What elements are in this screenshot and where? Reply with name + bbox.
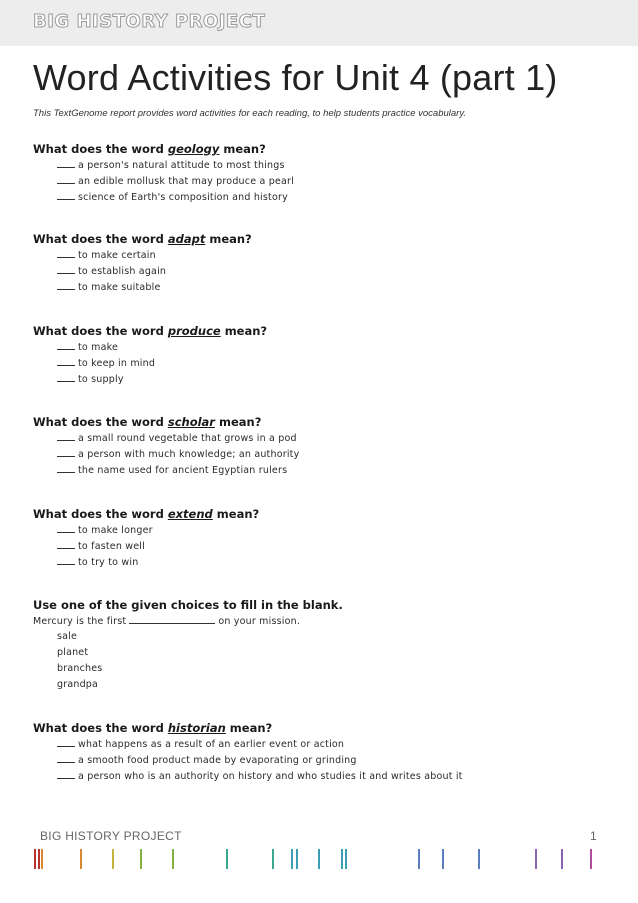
footer-bar [442,849,444,869]
question-block-1 [33,141,613,205]
answer-option [57,279,613,295]
answer-option [57,446,613,462]
question-heading [33,414,613,430]
footer-bar [341,849,343,869]
question-suffix: mean? [220,324,268,338]
answer-option [57,371,613,387]
option-text: to establish again [78,266,167,277]
footer-bar [38,849,40,869]
answer-blank[interactable] [57,189,75,200]
choice-item: planet [57,647,89,658]
option-text: a person's natural attitude to most things [78,160,285,171]
fill-blank-block [33,597,613,693]
footer-bar [80,849,82,869]
answer-blank[interactable] [57,263,75,274]
page-title: Word Activities for Unit 4 (part 1) [33,57,558,98]
answer-option [57,355,613,371]
question-block-5 [33,506,613,570]
answer-option [57,522,613,538]
footer-bar [112,849,114,869]
footer-bar [41,849,43,869]
fill-blank-line[interactable] [129,613,215,624]
question-block-6 [33,720,613,784]
answer-blank[interactable] [57,279,75,290]
option-text: to fasten well [78,541,145,552]
option-text: to make longer [78,525,153,536]
choice-item: branches [57,663,103,674]
answer-option [57,736,613,752]
question-suffix: mean? [212,507,260,521]
answer-option [57,430,613,446]
footer-bar [418,849,420,869]
question-prefix: What does the word [33,507,168,521]
answer-option [57,189,613,205]
question-heading [33,231,613,247]
choice-item: grandpa [57,679,99,690]
answer-blank[interactable] [57,339,75,350]
answer-option [57,157,613,173]
answer-option [57,538,613,554]
question-term: scholar [167,415,215,429]
question-prefix: What does the word [33,142,168,156]
option-text: a small round vegetable that grows in a pod [78,433,297,444]
answer-blank[interactable] [57,736,75,747]
question-block-3 [33,323,613,387]
question-prefix: What does the word [33,721,168,735]
answer-blank[interactable] [57,752,75,763]
answer-blank[interactable] [57,462,75,473]
answer-option [57,752,613,768]
fill-blank-heading: Use one of the given choices to fill in the blank. [33,598,343,612]
answer-option [57,247,613,263]
option-text: to keep in mind [78,358,156,369]
question-heading [33,323,613,339]
question-term: historian [167,721,226,735]
question-suffix: mean? [225,721,273,735]
answer-option [57,339,613,355]
option-text: an edible mollusk that may produce a pearl [78,176,294,187]
question-suffix: mean? [205,232,252,246]
answer-option [57,554,613,570]
footer-bar [226,849,228,869]
answer-option [57,173,613,189]
option-text: a person who is an authority on history and who studies it and writes about it [78,771,463,782]
footer-brand: BIG HISTORY PROJECT [40,829,182,843]
brand-logo-text: BIG HISTORY PROJECT [33,11,266,32]
answer-blank[interactable] [57,768,75,779]
answer-blank[interactable] [57,446,75,457]
page-number: 1 [590,829,597,843]
footer-bar [34,849,36,869]
footer-bar [535,849,537,869]
option-text: science of Earth's composition and history [78,192,288,203]
option-text: what happens as a result of an earlier event or action [78,739,345,750]
answer-blank[interactable] [57,247,75,258]
question-heading [33,141,613,157]
sentence-after: on your mission. [218,616,301,627]
choice-item: sale [57,631,78,642]
footer-bar [272,849,274,869]
footer-bar [291,849,293,869]
footer-bar [318,849,320,869]
footer-bar [172,849,174,869]
answer-blank[interactable] [57,554,75,565]
option-text: to make [78,342,119,353]
answer-blank[interactable] [57,371,75,382]
footer-bar [296,849,298,869]
answer-blank[interactable] [57,355,75,366]
option-text: a smooth food product made by evaporating or grinding [78,755,357,766]
answer-blank[interactable] [57,538,75,549]
answer-blank[interactable] [57,157,75,168]
question-term: produce [167,324,221,338]
option-text: to make suitable [78,282,161,293]
fill-blank-sentence [33,613,613,629]
footer-bar [590,849,592,869]
question-prefix: What does the word [33,232,168,246]
option-text: to make certain [78,250,156,261]
question-term: geology [167,142,220,156]
question-term: adapt [167,232,206,246]
sentence-before: Mercury is the first [33,616,127,627]
answer-blank[interactable] [57,430,75,441]
question-prefix: What does the word [33,324,168,338]
footer-bar [561,849,563,869]
question-suffix: mean? [214,415,262,429]
footer-bar [345,849,347,869]
answer-option [57,768,613,784]
option-text: a person with much knowledge; an authority [78,449,300,460]
option-text: to try to win [78,557,139,568]
question-block-4 [33,414,613,478]
footer-bar [140,849,142,869]
option-text: to supply [78,374,124,385]
answer-blank[interactable] [57,173,75,184]
question-suffix: mean? [219,142,266,156]
page-subtitle: This TextGenome report provides word activities for each reading, to help students practice vocabulary. [33,108,466,119]
question-heading [33,720,613,736]
question-heading [33,506,613,522]
answer-option [57,263,613,279]
question-block-2 [33,231,613,295]
question-term: extend [167,507,213,521]
option-text: the name used for ancient Egyptian rulers [78,465,288,476]
question-prefix: What does the word [33,415,168,429]
answer-blank[interactable] [57,522,75,533]
footer-bar [478,849,480,869]
answer-option [57,462,613,478]
